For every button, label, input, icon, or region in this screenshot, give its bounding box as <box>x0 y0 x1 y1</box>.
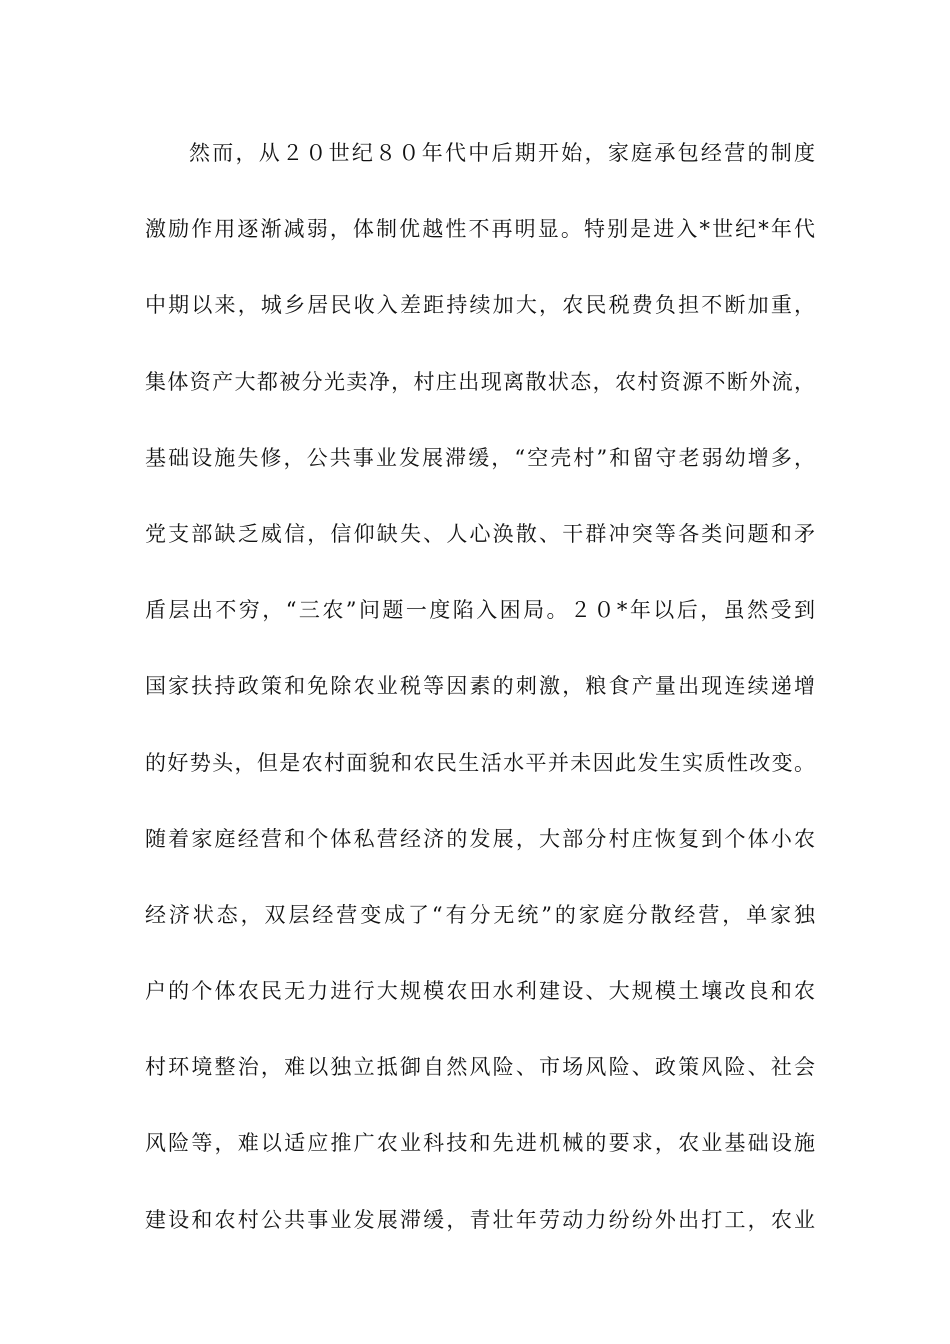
text-line: 基础设施失修，公共事业发展滞缓，“空壳村”和留守老弱幼增多， <box>145 445 815 470</box>
text-line: 户的个体农民无力进行大规模农田水利建设、大规模土壤改良和农 <box>145 979 815 1004</box>
text-line: 激励作用逐渐减弱，体制优越性不再明显。特别是进入*世纪*年代 <box>145 217 815 242</box>
text-line: 经济状态，双层经营变成了“有分无统”的家庭分散经营，单家独 <box>145 902 815 927</box>
text-line: 的好势头，但是农村面貌和农民生活水平并未因此发生实质性改变。 <box>145 750 815 775</box>
text-line: 中期以来，城乡居民收入差距持续加大，农民税费负担不断加重， <box>145 293 815 318</box>
text-line: 风险等，难以适应推广农业科技和先进机械的要求，农业基础设施 <box>145 1131 815 1156</box>
text-line: 然而，从２０世纪８０年代中后期开始，家庭承包经营的制度 <box>189 141 815 165</box>
text-line: 党支部缺乏威信，信仰缺失、人心涣散、干群冲突等各类问题和矛 <box>145 521 815 546</box>
text-line: 村环境整治，难以独立抵御自然风险、市场风险、政策风险、社会 <box>145 1055 815 1080</box>
body-paragraph <box>145 134 815 1277</box>
text-line: 集体资产大都被分光卖净，村庄出现离散状态，农村资源不断外流， <box>145 369 815 394</box>
text-line: 盾层出不穷，“三农”问题一度陷入困局。２０*年以后，虽然受到 <box>145 598 815 623</box>
text-line: 国家扶持政策和免除农业税等因素的刺激，粮食产量出现连续递增 <box>145 674 815 699</box>
text-line: 建设和农村公共事业发展滞缓，青壮年劳动力纷纷外出打工，农业 <box>145 1207 815 1232</box>
text-line: 随着家庭经营和个体私营经济的发展，大部分村庄恢复到个体小农 <box>145 826 815 851</box>
